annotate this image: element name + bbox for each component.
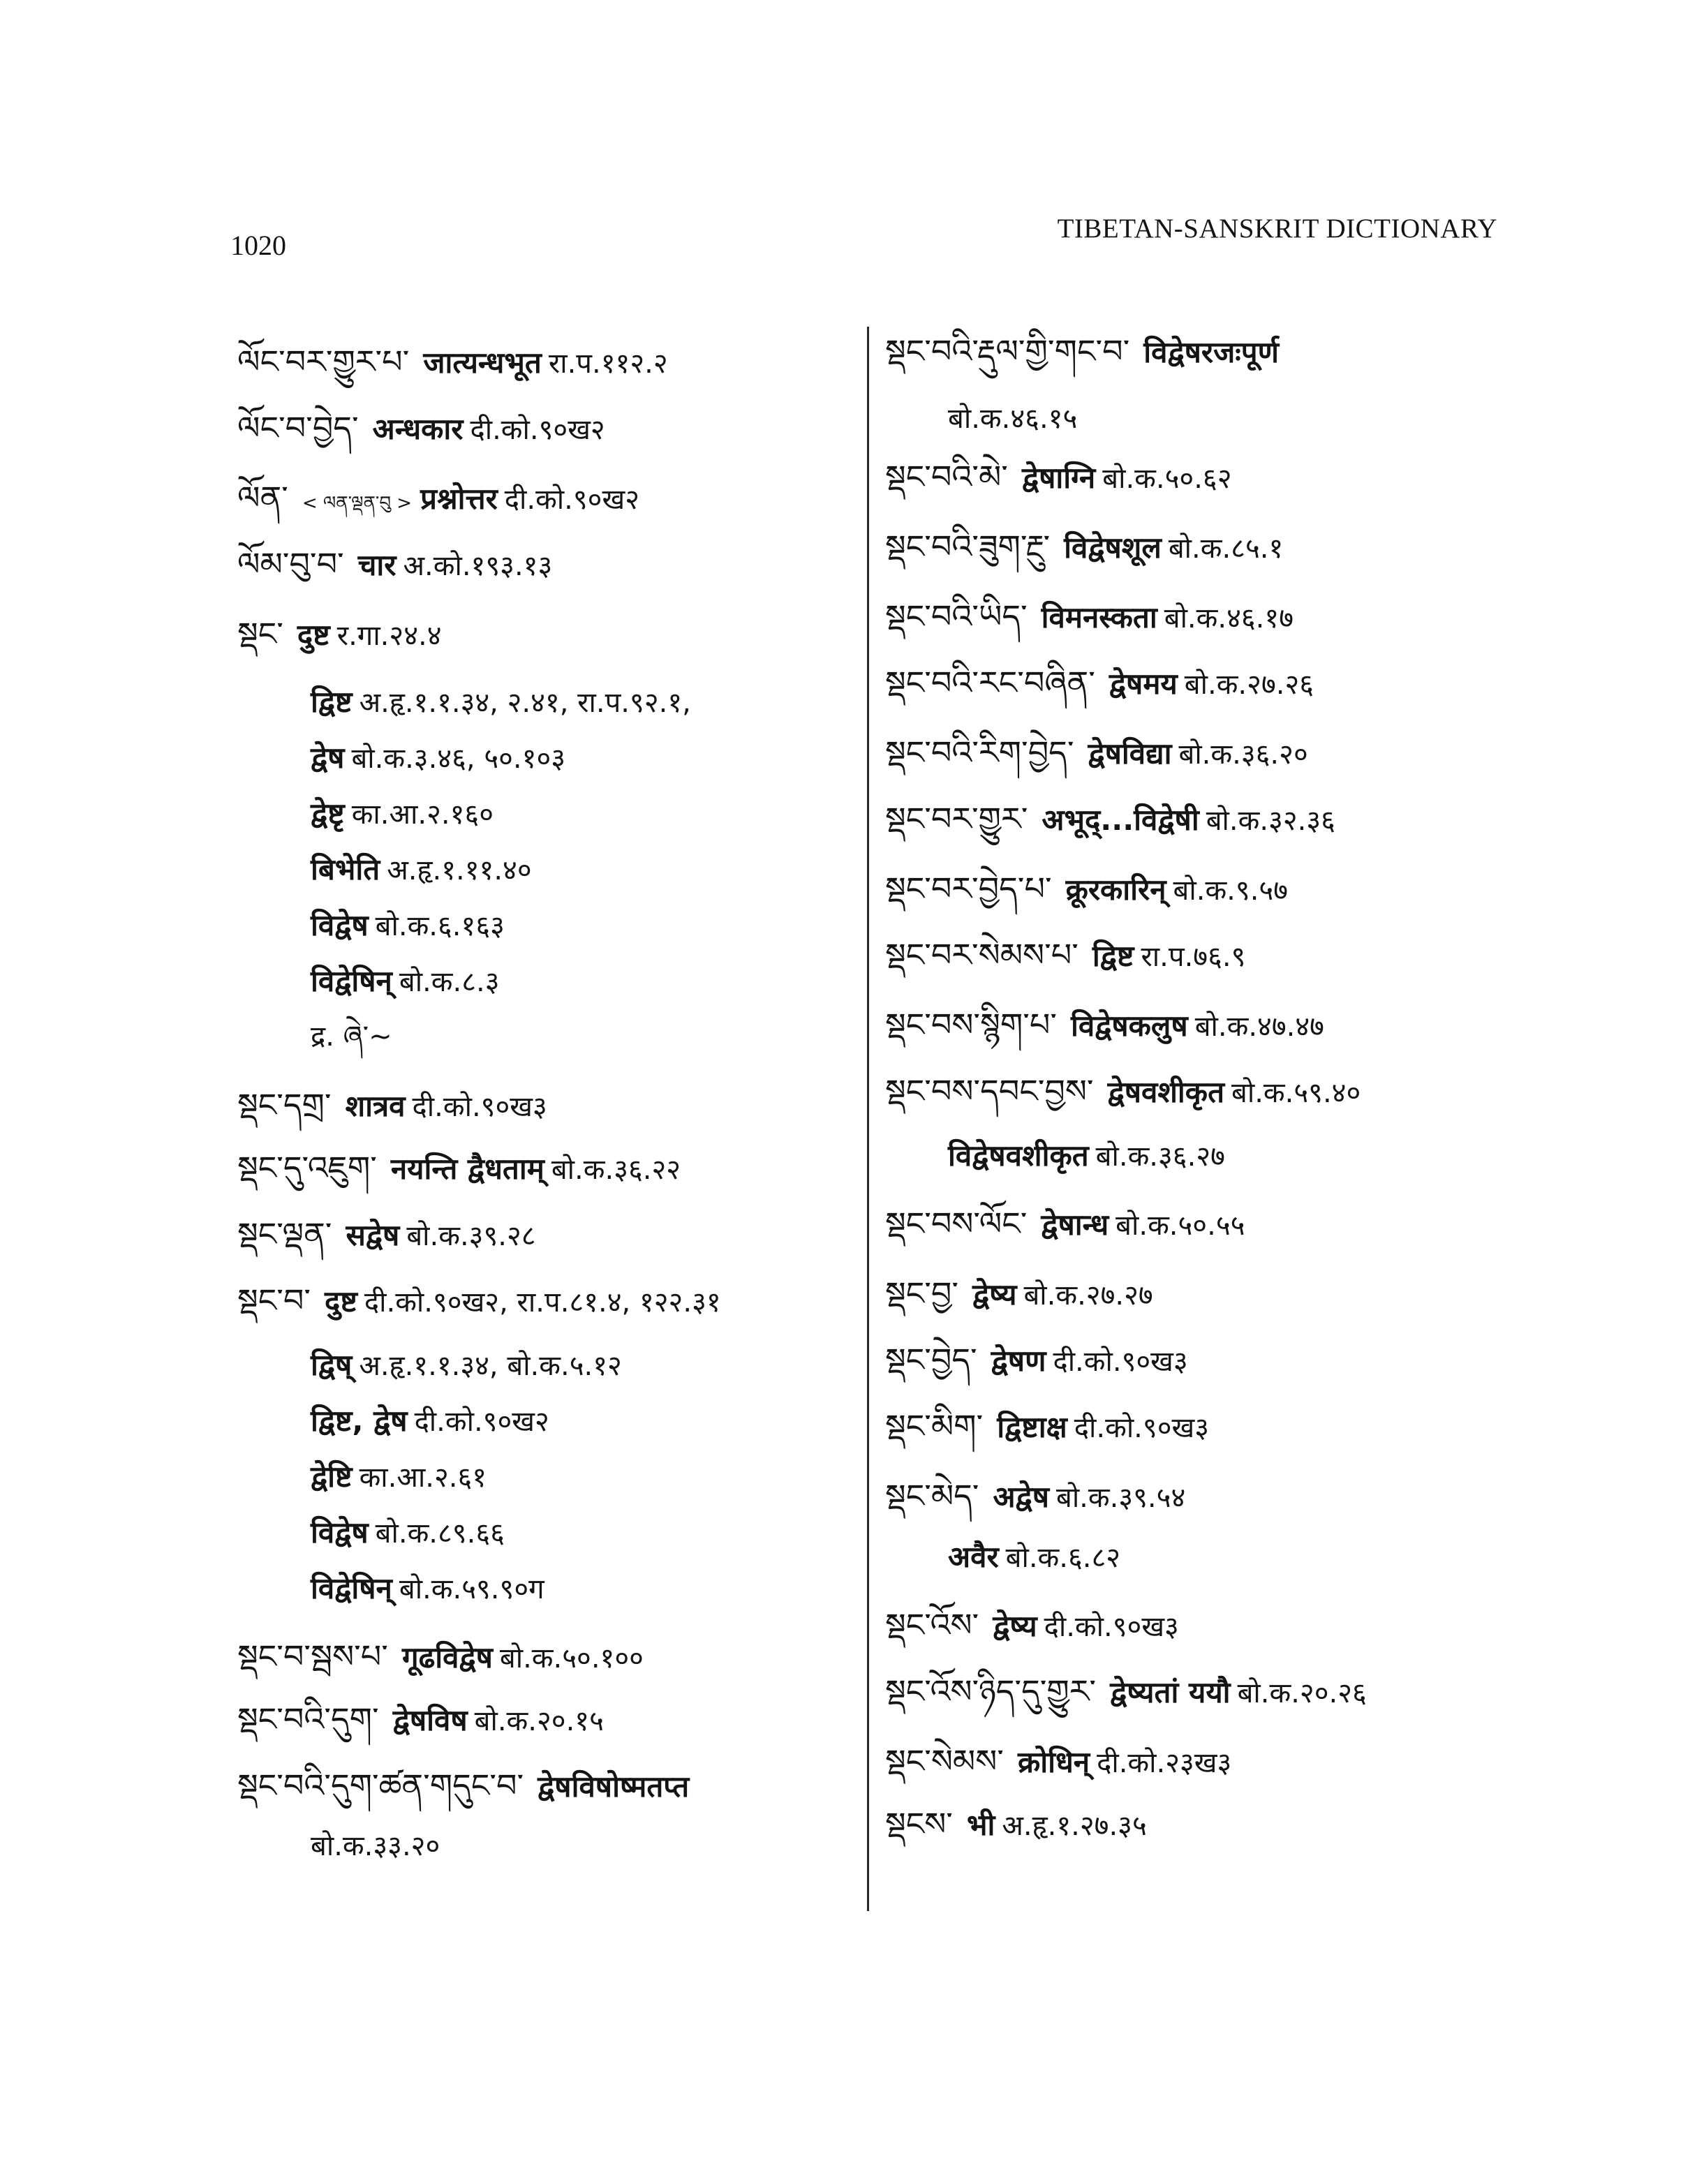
source-reference: दी.को.९०ख२, रा.प.८१.४, १२२.३१	[364, 1286, 721, 1318]
sanskrit-equivalent: विद्वेष	[311, 1515, 369, 1550]
sanskrit-equivalent: विद्वेषकलुष	[1071, 1009, 1188, 1043]
sanskrit-equivalent: विद्वेषशूल	[1064, 530, 1162, 565]
sanskrit-equivalent: बिभेति	[311, 852, 380, 886]
tibetan-headword: སྡང་	[237, 615, 283, 653]
tibetan-headword: སྡང་སེམས་	[885, 1742, 1004, 1780]
dictionary-entry	[237, 545, 553, 583]
tibetan-headword: སྡང་བའི་རིག་བྱེད་	[885, 734, 1074, 771]
sanskrit-equivalent: भी	[966, 1808, 995, 1842]
sanskrit-equivalent: अवैर	[948, 1540, 999, 1574]
tibetan-headword: སྡང་ལྡན་	[237, 1215, 332, 1253]
entry-continuation	[311, 1515, 505, 1550]
running-head: TIBETAN-SANSKRIT DICTIONARY	[1057, 214, 1497, 244]
tibetan-headword: སྡང་འོས་ཉིད་དུ་གྱུར་	[885, 1672, 1097, 1710]
sanskrit-equivalent: द्वेषविषोष्मतप्त	[538, 1769, 690, 1804]
dictionary-entry	[885, 936, 1246, 974]
sanskrit-equivalent: द्वेष्टृ	[311, 796, 345, 831]
dictionary-entry	[885, 664, 1314, 701]
sanskrit-equivalent: द्वेष्टि	[311, 1459, 353, 1494]
tibetan-headword: སྡང་བས་དབང་བྱས་	[885, 1072, 1094, 1110]
source-reference: बो.क.२०.२६	[1237, 1677, 1367, 1709]
dictionary-entry	[885, 1805, 1147, 1843]
sanskrit-equivalent: द्विष्ट	[311, 685, 353, 719]
dictionary-entry	[885, 734, 1308, 771]
sanskrit-equivalent: द्वेषविष	[392, 1703, 468, 1737]
dictionary-entry	[885, 458, 1232, 496]
sanskrit-equivalent: विद्वेषिन्	[311, 1571, 392, 1605]
source-reference: दी.को.९०ख३	[1044, 1611, 1179, 1643]
tibetan-headword: སྡང་དུ་འཇུག་	[237, 1149, 377, 1187]
source-reference: बो.क.६.८२	[1005, 1542, 1121, 1574]
source-reference: बो.क.८५.१	[1168, 533, 1284, 565]
tibetan-headword: ལོང་བ་བྱེད་	[237, 409, 359, 447]
tibetan-headword: ལོན་	[237, 479, 288, 517]
sanskrit-equivalent: क्रोधिन्	[1017, 1745, 1090, 1779]
sanskrit-equivalent: द्वेषमय	[1109, 667, 1178, 701]
sanskrit-equivalent: विमनस्कता	[1041, 600, 1157, 634]
source-reference: बो.क.३२.३६	[1206, 805, 1335, 837]
dictionary-entry	[885, 1205, 1245, 1242]
cross-reference: द्र. ཞེ་~	[311, 1020, 392, 1053]
dictionary-entry	[885, 872, 1288, 905]
source-reference: रा.प.११२.२	[548, 348, 668, 380]
source-reference: बो.क.५९.९०ग	[399, 1573, 544, 1605]
entry-continuation	[311, 964, 500, 998]
sanskrit-equivalent: नयन्ति द्वैधताम्	[390, 1152, 544, 1186]
tibetan-headword: སྡང་བ་སྦས་པ་	[237, 1637, 388, 1675]
source-reference: बो.क.३६.२७	[1095, 1141, 1225, 1173]
tibetan-headword: སྡང་བྱེད་	[885, 1341, 977, 1379]
source-reference: बो.क.३६.२०	[1178, 738, 1308, 771]
dictionary-entry	[885, 1606, 1179, 1644]
sanskrit-equivalent: सद्वेष	[346, 1218, 400, 1252]
source-reference: बो.क.३३.२०	[311, 1830, 440, 1862]
source-reference: अ.को.१९३.१३	[403, 550, 553, 582]
tibetan-headword: སྡང་བར་བྱེད་པ་	[885, 870, 1052, 907]
entry-continuation	[948, 1138, 1225, 1173]
tibetan-headword: སྡང་བའི་ཟུག་རྔུ་	[885, 528, 1051, 565]
source-reference: बो.क.५०.५५	[1115, 1210, 1245, 1242]
sanskrit-equivalent: द्विष्	[311, 1348, 353, 1382]
source-reference: बो.क.८९.६६	[375, 1517, 505, 1550]
sanskrit-equivalent: द्विष्टाक्ष	[997, 1410, 1067, 1444]
sanskrit-equivalent: विद्वेषरजःपूर्ण	[1143, 335, 1279, 369]
tibetan-headword: ལོམ་བུ་བ་	[237, 545, 344, 583]
dictionary-entry	[237, 479, 639, 517]
source-reference: का.आ.२.१६०	[351, 798, 494, 831]
entry-continuation	[311, 743, 565, 773]
sanskrit-equivalent: अभूद्...विद्वेषी	[1042, 803, 1199, 837]
source-reference: बो.क.५०.६२	[1102, 463, 1232, 495]
page-number: 1020	[230, 230, 286, 261]
tibetan-headword: སྡང་མིག་	[885, 1407, 984, 1445]
tibetan-headword: སྡང་འོས་	[885, 1606, 979, 1644]
sanskrit-equivalent: दुष्ट	[297, 618, 330, 652]
entry-continuation	[311, 852, 532, 886]
source-reference: दी.को.२३ख३	[1097, 1747, 1232, 1779]
dictionary-entry	[885, 1477, 1186, 1515]
dictionary-entry	[237, 1700, 604, 1738]
dictionary-entry	[237, 343, 668, 380]
source-reference: दी.को.९०ख२	[414, 1406, 549, 1438]
tibetan-headword: སྡང་བ་	[237, 1282, 311, 1319]
dictionary-entry	[885, 1275, 1153, 1312]
source-reference: र.गा.२४.४	[336, 620, 442, 652]
dictionary-entry	[885, 1742, 1232, 1780]
dictionary-entry	[237, 1149, 681, 1187]
sanskrit-equivalent: द्वेष	[311, 741, 345, 775]
sanskrit-equivalent: अन्धकार	[372, 412, 464, 446]
dictionary-entry	[237, 1637, 644, 1675]
sanskrit-equivalent: द्वेषान्ध	[1041, 1208, 1109, 1242]
dictionary-entry	[885, 1672, 1367, 1710]
entry-continuation	[311, 1459, 487, 1494]
tibetan-headword: སྡང་བའི་ཡིད་	[885, 597, 1028, 635]
source-reference: बो.क.३६.२२	[551, 1154, 681, 1186]
dictionary-entry	[885, 332, 1286, 370]
source-reference: बो.क.२७.२७	[1023, 1279, 1153, 1312]
source-reference: दी.को.९०ख३	[1053, 1346, 1188, 1378]
entry-continuation	[311, 908, 505, 942]
source-reference: दी.को.९०ख३	[1074, 1412, 1210, 1444]
sanskrit-equivalent: विद्वेष	[311, 908, 369, 942]
dictionary-entry	[237, 1086, 547, 1124]
tibetan-headword: སྡང་མེད་	[885, 1477, 979, 1515]
source-reference: बो.क.४६.१७	[1164, 602, 1294, 634]
column-divider	[867, 327, 869, 1911]
source-reference: अ.हृ.१.१.३४, २.४१, रा.प.९२.१,	[359, 687, 691, 719]
entry-continuation	[948, 1540, 1121, 1574]
sanskrit-equivalent: चार	[357, 548, 396, 582]
dictionary-entry	[885, 800, 1335, 838]
dictionary-entry	[237, 409, 605, 447]
source-reference: बो.क.४७.४७	[1194, 1011, 1324, 1043]
source-reference: बो.क.३९.५४	[1055, 1482, 1186, 1514]
dictionary-entry	[885, 1407, 1210, 1445]
source-reference: दी.को.९०ख३	[412, 1091, 547, 1123]
tibetan-headword: སྡང་བས་ལོང་	[885, 1205, 1028, 1242]
sanskrit-equivalent: दुष्ट	[325, 1284, 357, 1318]
tibetan-headword: སྡང་བའི་མེ་	[885, 458, 1008, 496]
entry-continuation	[311, 1348, 622, 1382]
sanskrit-equivalent: प्रश्नोत्तर	[420, 482, 498, 516]
source-reference: बो.क.८.३	[399, 966, 500, 998]
dictionary-entry	[885, 530, 1283, 563]
sanskrit-equivalent: द्वेष्य	[993, 1609, 1037, 1643]
source-reference: बो.क.२०.१५	[474, 1705, 604, 1737]
entry-continuation	[311, 685, 691, 719]
tibetan-headword: སྡང་བར་སེམས་པ་	[885, 936, 1079, 974]
source-reference: बो.क.३.४६, ५०.१०३	[351, 743, 566, 775]
tibetan-headword: སྡང་བར་གྱུར་	[885, 800, 1028, 838]
tibetan-headword: སྡང་བས་སྙིག་པ་	[885, 1006, 1058, 1043]
source-reference: बो.क.२७.२६	[1184, 669, 1314, 701]
sanskrit-equivalent: द्वेषवशीकृत	[1107, 1075, 1225, 1109]
sanskrit-equivalent: जात्यन्धभूत	[423, 346, 542, 380]
sanskrit-equivalent: द्वेषण	[991, 1344, 1046, 1378]
source-reference: दी.को.९०ख२	[470, 414, 605, 446]
source-reference: अ.हृ.१.२७.३५	[1002, 1810, 1147, 1842]
sanskrit-equivalent: क्रूरकारिन्	[1065, 872, 1166, 907]
entry-continuation	[311, 1832, 440, 1860]
dictionary-entry	[885, 1072, 1361, 1110]
source-reference: अ.हृ.१.११.४०	[387, 854, 532, 886]
sanskrit-equivalent: द्वेषविद्या	[1088, 736, 1172, 771]
source-reference: का.आ.२.६१	[359, 1462, 487, 1494]
source-reference: अ.हृ.१.१.३४, बो.क.५.१२	[359, 1350, 622, 1382]
sanskrit-equivalent: द्विष्ट	[1092, 939, 1134, 973]
tibetan-headword: སྡང་བྱ་	[885, 1275, 959, 1312]
tibetan-headword: སྡང་བའི་རྡུལ་གྱི་གང་བ་	[885, 332, 1130, 370]
source-reference: रा.प.७६.९	[1141, 941, 1246, 973]
sanskrit-equivalent: गूढविद्वेष	[401, 1640, 493, 1674]
entry-continuation	[311, 796, 494, 831]
sanskrit-equivalent: अद्वेष	[993, 1480, 1049, 1514]
etymology-note: < ལན་ལྡན་བུ >	[302, 493, 413, 514]
entry-continuation	[311, 1020, 392, 1053]
entry-continuation	[311, 1571, 544, 1605]
dictionary-entry	[885, 1006, 1324, 1043]
dictionary-entry	[885, 1341, 1188, 1379]
sanskrit-equivalent: द्विष्ट, द्वेष	[311, 1404, 408, 1438]
sanskrit-equivalent: द्वेषाग्नि	[1021, 461, 1096, 495]
tibetan-headword: སྡང་བའི་དུག་	[237, 1700, 379, 1738]
sanskrit-equivalent: द्वेष्य	[972, 1277, 1017, 1312]
source-reference: बो.क.५९.४०	[1231, 1077, 1361, 1109]
source-reference: बो.क.४६.१५	[948, 403, 1078, 435]
sanskrit-equivalent: द्वेष्यतां ययौ	[1110, 1675, 1231, 1709]
source-reference: बो.क.९.५७	[1173, 875, 1289, 907]
tibetan-headword: སྡང་བའི་རང་བཞིན་	[885, 664, 1095, 701]
dictionary-entry	[237, 615, 442, 653]
tibetan-headword: སྡང་བའི་དུག་ཚན་གདུང་བ་	[237, 1767, 524, 1804]
source-reference: बो.क.६.१६३	[375, 910, 505, 942]
dictionary-entry	[885, 597, 1294, 635]
entry-continuation	[311, 1406, 549, 1436]
entry-continuation	[948, 405, 1077, 433]
tibetan-headword: སྡང་དགྲ་	[237, 1086, 332, 1124]
dictionary-entry	[237, 1282, 721, 1319]
dictionary-entry	[237, 1769, 696, 1802]
sanskrit-equivalent: विद्वेषवशीकृत	[948, 1138, 1089, 1173]
tibetan-headword: སྡངས་	[885, 1805, 953, 1843]
source-reference: बो.क.५०.१००	[499, 1642, 644, 1674]
source-reference: बो.क.३९.२८	[406, 1220, 536, 1252]
source-reference: दी.को.९०ख२	[504, 484, 639, 516]
dictionary-entry	[237, 1215, 536, 1253]
sanskrit-equivalent: शात्रव	[345, 1089, 406, 1123]
sanskrit-equivalent: विद्वेषिन्	[311, 964, 392, 998]
tibetan-headword: ལོང་བར་གྱུར་པ་	[237, 343, 410, 380]
